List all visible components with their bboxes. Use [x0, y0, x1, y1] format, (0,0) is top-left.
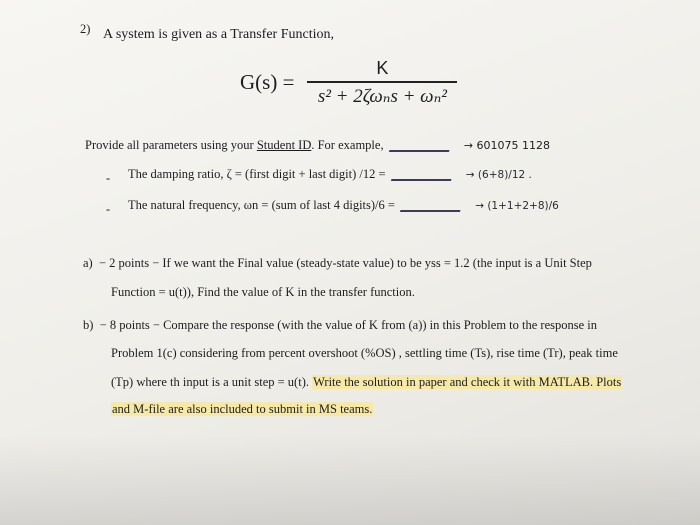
- damping-handwritten: → (6+8)/12 .: [465, 169, 532, 181]
- scribble-mark: [389, 140, 453, 152]
- part-b: [83, 318, 597, 333]
- equation-numerator: K: [376, 58, 389, 78]
- question-intro: A system is given as a Transfer Function,: [103, 27, 334, 42]
- natural-frequency-line: [128, 198, 559, 213]
- part-a-line2: Function = u(t)), Find the value of K in the transfer function.: [111, 285, 415, 299]
- natural-handwritten: → (1+1+2+8)/6: [475, 200, 559, 212]
- provide-suffix: . For example,: [311, 138, 384, 152]
- part-b-line1: − 8 points − Compare the response (with the value of K from (a)) in this Problem to the response in: [99, 318, 598, 332]
- equation-fraction: [307, 58, 457, 108]
- equation-lhs: G(s) =: [240, 70, 295, 95]
- scribble-mark: [390, 169, 454, 181]
- student-id-text: Student ID: [256, 138, 312, 152]
- part-b-line4: [111, 402, 373, 417]
- bullet-dash: -: [106, 202, 111, 216]
- part-a-line1: − 2 points − If we want the Final value (steady-state value) to be yss = 1.2 (the input is a Unit Step: [98, 256, 592, 270]
- part-b-line3: [111, 375, 622, 390]
- highlighted-instruction: Write the solution in paper and check it with MATLAB. Plots: [313, 375, 622, 389]
- natural-frequency-text: The natural frequency, ωn = (sum of last 4 digits)/6 =: [128, 198, 395, 212]
- transfer-function-equation: [240, 58, 457, 108]
- bottom-shadow: [0, 435, 700, 525]
- example-student-id: → 601075 1128: [463, 139, 551, 152]
- part-b-line3-text: (Tp) where th input is a unit step = u(t).: [111, 375, 313, 389]
- bullet-dash: -: [106, 171, 111, 185]
- highlighted-instruction-continued: and M-file are also included to submit in MS teams.: [112, 402, 373, 416]
- part-a-label: a): [83, 256, 93, 270]
- part-b-label: b): [83, 318, 94, 332]
- damping-ratio-line: [128, 167, 532, 182]
- part-b-line2: Problem 1(c) considering from percent overshoot (%OS) , settling time (Ts), rise time (Tr), peak time: [111, 346, 618, 360]
- question-number: 2): [80, 22, 91, 36]
- provide-parameters-line: [85, 138, 550, 153]
- scribble-mark: [400, 200, 464, 212]
- provide-prefix: Provide all parameters using your: [85, 138, 257, 152]
- damping-ratio-text: The damping ratio, ζ = (first digit + last digit) /12 =: [128, 167, 386, 181]
- part-a: [83, 256, 592, 271]
- equation-denominator: s² + 2ζωₙs + ωₙ²: [317, 85, 447, 107]
